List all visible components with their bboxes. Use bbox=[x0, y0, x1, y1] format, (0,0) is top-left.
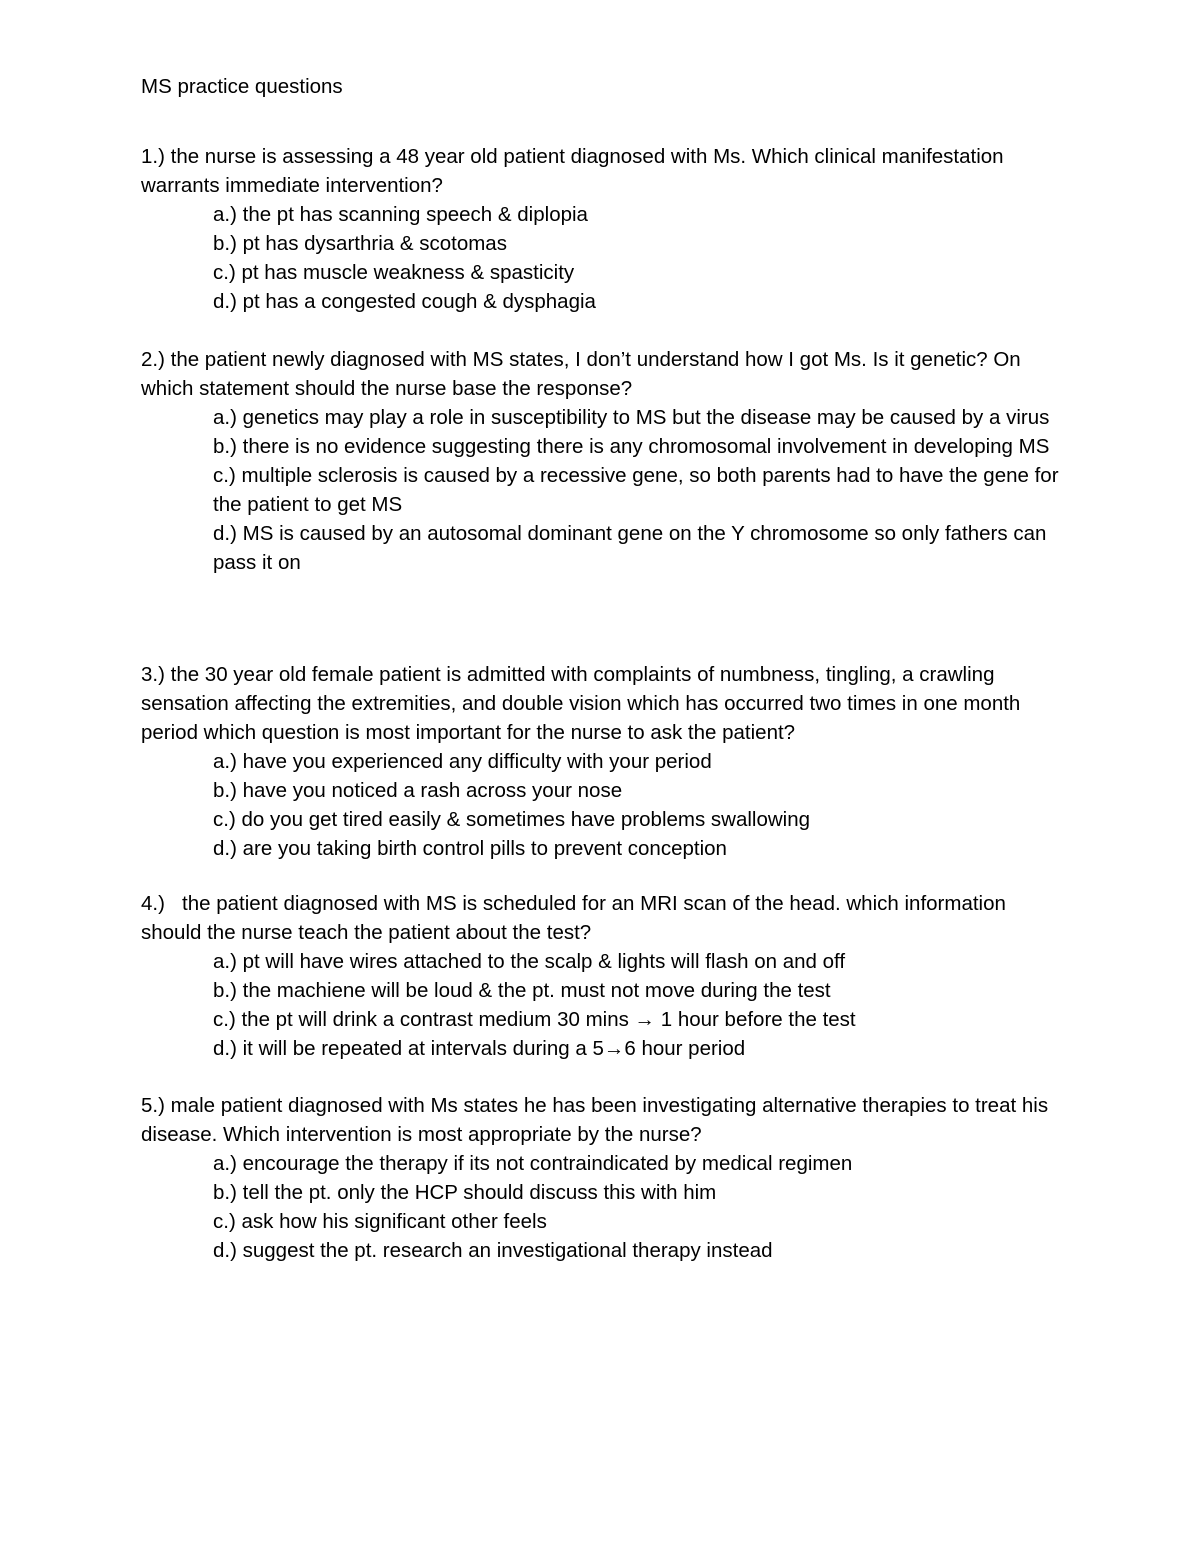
answer-options bbox=[141, 947, 1061, 1063]
document-title: MS practice questions bbox=[141, 75, 343, 98]
question-stem: 3.) the 30 year old female patient is admitted with complaints of numbness, tingling, a crawling sensation affecting the extremities, and double vision which has occurred two times in one month period which question is most important for the nurse to ask the patient? bbox=[141, 663, 1021, 744]
question-stem: 2.) the patient newly diagnosed with MS states, I don’t understand how I got Ms. Is it genetic? On which statement should the nurse base the response? bbox=[141, 348, 1021, 400]
answer-option-b: b.) pt has dysarthria & scotomas bbox=[213, 232, 507, 255]
question-3 bbox=[141, 660, 1061, 863]
answer-option-a: a.) pt will have wires attached to the scalp & lights will flash on and off bbox=[213, 950, 846, 973]
answer-options bbox=[141, 200, 1061, 316]
answer-option-c: c.) multiple sclerosis is caused by a recessive gene, so both parents had to have the gene for the patient to get MS bbox=[213, 464, 1059, 516]
answer-option-a: a.) encourage the therapy if its not contraindicated by medical regimen bbox=[213, 1152, 853, 1175]
answer-option-b: b.) the machiene will be loud & the pt. must not move during the test bbox=[213, 979, 831, 1002]
question-2 bbox=[141, 345, 1061, 577]
answer-option-b: b.) there is no evidence suggesting there is any chromosomal involvement in developing MS bbox=[213, 435, 1050, 458]
answer-option-b: b.) tell the pt. only the HCP should discuss this with him bbox=[213, 1181, 717, 1204]
answer-option-d: d.) pt has a congested cough & dysphagia bbox=[213, 290, 596, 313]
answer-option-d: d.) MS is caused by an autosomal dominant gene on the Y chromosome so only fathers can pass it on bbox=[213, 522, 1047, 574]
question-1 bbox=[141, 142, 1061, 316]
answer-options bbox=[141, 747, 1061, 863]
answer-option-b: b.) have you noticed a rash across your nose bbox=[213, 779, 623, 802]
answer-option-d: d.) suggest the pt. research an investigational therapy instead bbox=[213, 1239, 773, 1262]
answer-option-a: a.) have you experienced any difficulty with your period bbox=[213, 750, 712, 773]
answer-option-c: c.) the pt will drink a contrast medium 30 mins → 1 hour before the test bbox=[213, 1008, 856, 1031]
answer-option-c: c.) do you get tired easily & sometimes have problems swallowing bbox=[213, 808, 811, 831]
question-5 bbox=[141, 1091, 1061, 1265]
answer-option-a: a.) genetics may play a role in susceptibility to MS but the disease may be caused by a virus bbox=[213, 406, 1050, 429]
question-stem: 5.) male patient diagnosed with Ms states he has been investigating alternative therapies to treat his disease. Which intervention is most appropriate by the nurse? bbox=[141, 1094, 1049, 1146]
answer-option-d: d.) it will be repeated at intervals during a 5→6 hour period bbox=[213, 1037, 746, 1060]
answer-options bbox=[141, 1149, 1061, 1265]
question-stem: 4.) the patient diagnosed with MS is scheduled for an MRI scan of the head. which information should the nurse teach the patient about the test? bbox=[141, 892, 1012, 944]
question-stem: 1.) the nurse is assessing a 48 year old patient diagnosed with Ms. Which clinical manifestation warrants immediate intervention? bbox=[141, 145, 1004, 197]
answer-option-d: d.) are you taking birth control pills to prevent conception bbox=[213, 837, 727, 860]
question-4 bbox=[141, 889, 1061, 1063]
answer-option-c: c.) pt has muscle weakness & spasticity bbox=[213, 261, 575, 284]
answer-options bbox=[141, 403, 1061, 577]
answer-option-c: c.) ask how his significant other feels bbox=[213, 1210, 547, 1233]
answer-option-a: a.) the pt has scanning speech & diplopia bbox=[213, 203, 588, 226]
